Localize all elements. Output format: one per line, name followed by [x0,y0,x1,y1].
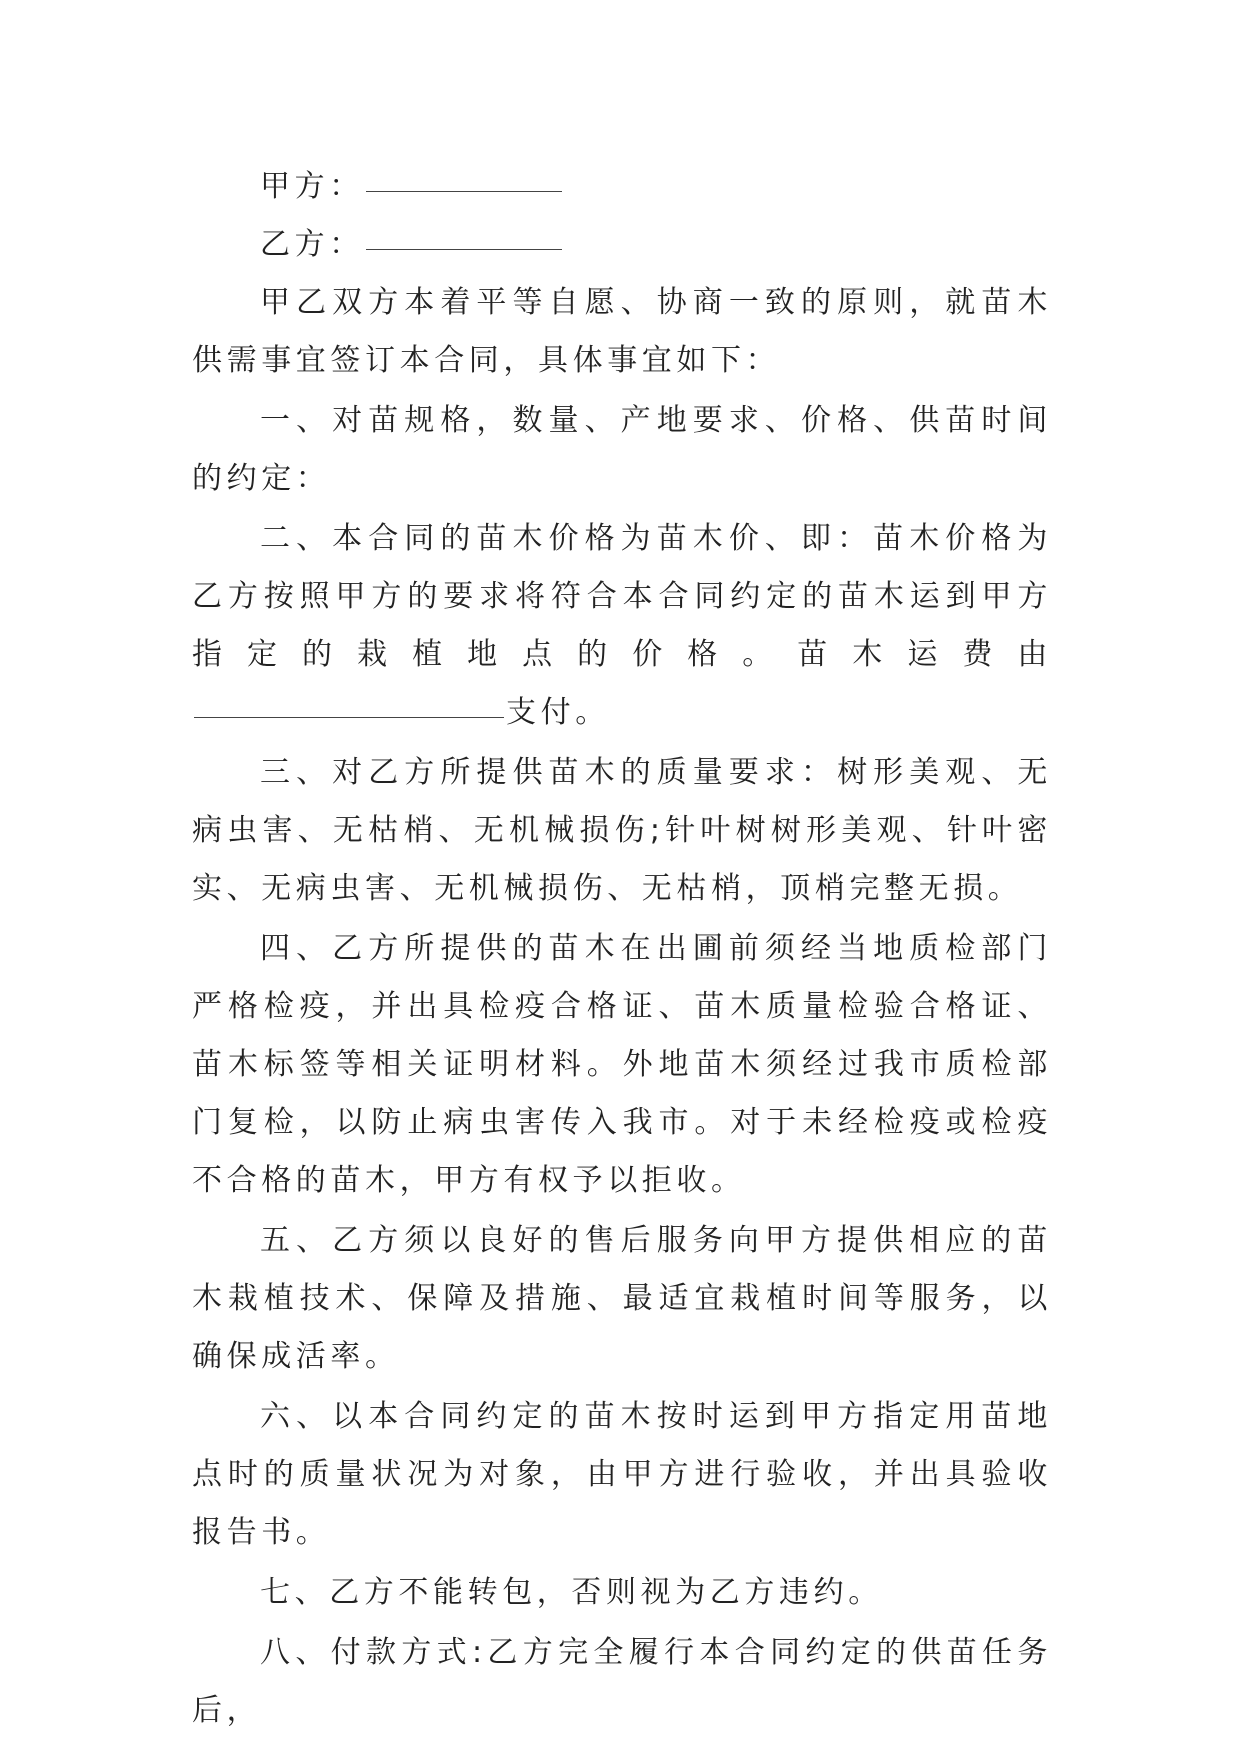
party-a-blank [366,190,562,192]
clause-6: 六、以本合同约定的苗木按时运到甲方指定用苗地点时的质量状况为对象，由甲方进行验收，并出具验收报告书。 [192,1399,1052,1550]
clause-4: 四、乙方所提供的苗木在出圃前须经当地质检部门严格检疫，并出具检疫合格证、苗木质量检验合格证、苗木标签等相关证明材料。外地苗木须经过我市质检部门复检，以防止病虫害传入我市。对于未经检疫或检疫不合格的苗木，甲方有权予以拒收。 [192,931,1052,1198]
clause-2 [192,510,1052,742]
party-b-line [192,216,1052,274]
clause-2-text: 二、本合同的苗木价格为苗木价、即：苗木价格为乙方按照甲方的要求将符合本合同约定的苗木运到甲方指定的栽植地点的价格。苗木运费由 [192,521,1052,672]
clause-2-tail: 支付。 [506,695,610,730]
party-b-blank [366,248,562,250]
intro-paragraph: 甲乙双方本着平等自愿、协商一致的原则，就苗木供需事宜签订本合同，具体事宜如下： [192,285,1052,378]
party-b-label: 乙方： [260,227,364,262]
clause-8: 八、付款方式:乙方完全履行本合同约定的供苗任务后， [192,1635,1052,1728]
clause-5: 五、乙方须以良好的售后服务向甲方提供相应的苗木栽植技术、保障及措施、最适宜栽植时间等服务，以确保成活率。 [192,1223,1052,1374]
freight-payer-blank [194,716,504,718]
clause-7: 七、乙方不能转包，否则视为乙方违约。 [260,1575,883,1610]
contract-body [192,158,1052,1740]
party-a-line [192,158,1052,216]
clause-3: 三、对乙方所提供苗木的质量要求：树形美观、无病虫害、无枯梢、无机械损伤;针叶树树形美观、针叶密实、无病虫害、无机械损伤、无枯梢，顶梢完整无损。 [192,755,1052,906]
party-a-label: 甲方： [260,169,364,204]
clause-1: 一、对苗规格，数量、产地要求、价格、供苗时间的约定： [192,403,1052,496]
